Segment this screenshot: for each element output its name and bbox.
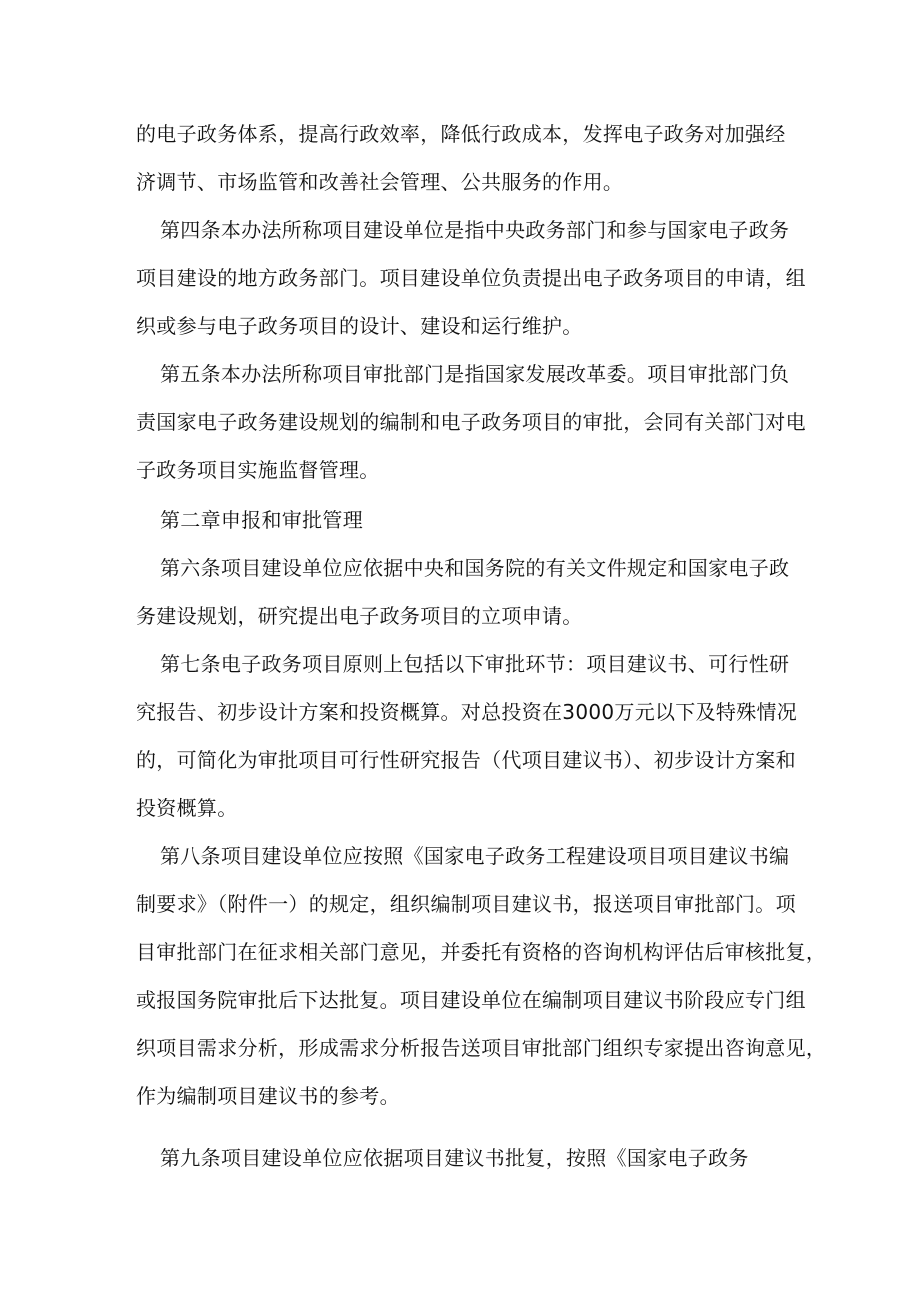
text-line: 项目建设的地方政务部门。项目建设单位负责提出电子政务项目的申请，组 xyxy=(136,266,806,290)
text-line: 制要求》（附件一）的规定，组织编制项目建议书，报送项目审批部门。项 xyxy=(136,892,796,916)
paragraph-article-5: 第五条本办法所称项目审批部门是指国家发展改革委。项目审批部门负 xyxy=(160,362,790,386)
text-line: 目审批部门在征求相关部门意见，并委托有资格的咨询机构评估后审核批复， xyxy=(136,940,827,964)
text-line: 究报告、初步设计方案和投资概算。对总投资在3000万元以下及特殊情况 xyxy=(136,700,798,724)
text-line: 织或参与电子政务项目的设计、建设和运行维护。 xyxy=(136,314,583,338)
chapter-heading: 第二章申报和审批管理 xyxy=(160,508,363,532)
text-line: 作为编制项目建议书的参考。 xyxy=(136,1084,400,1108)
text-line: 的，可简化为审批项目可行性研究报告（代项目建议书）、初步设计方案和 xyxy=(136,748,796,772)
text-line: 织项目需求分析，形成需求分析报告送项目审批部门组织专家提出咨询意见， xyxy=(136,1036,827,1060)
text-line: 投资概算。 xyxy=(136,796,238,820)
text-line: 济调节、市场监管和改善社会管理、公共服务的作用。 xyxy=(136,170,624,194)
text-line: 的电子政务体系，提高行政效率，降低行政成本，发挥电子政务对加强经 xyxy=(136,122,786,146)
paragraph-article-9: 第九条项目建设单位应依据项目建议书批复，按照《国家电子政务 xyxy=(160,1146,749,1170)
paragraph-article-6: 第六条项目建设单位应依据中央和国务院的有关文件规定和国家电子政 xyxy=(160,556,790,580)
text-line: 务建设规划，研究提出电子政务项目的立项申请。 xyxy=(136,604,583,628)
text-line: 责国家电子政务建设规划的编制和电子政务项目的审批，会同有关部门对电 xyxy=(136,410,806,434)
paragraph-article-8: 第八条项目建设单位应按照《国家电子政务工程建设项目项目建议书编 xyxy=(160,844,790,868)
text-line: 或报国务院审批后下达批复。项目建设单位在编制项目建议书阶段应专门组 xyxy=(136,988,806,1012)
paragraph-article-7: 第七条电子政务项目原则上包括以下审批环节：项目建议书、可行性研 xyxy=(160,652,790,676)
paragraph-article-4: 第四条本办法所称项目建设单位是指中央政务部门和参与国家电子政务 xyxy=(160,218,790,242)
text-line: 子政务项目实施监督管理。 xyxy=(136,458,380,482)
